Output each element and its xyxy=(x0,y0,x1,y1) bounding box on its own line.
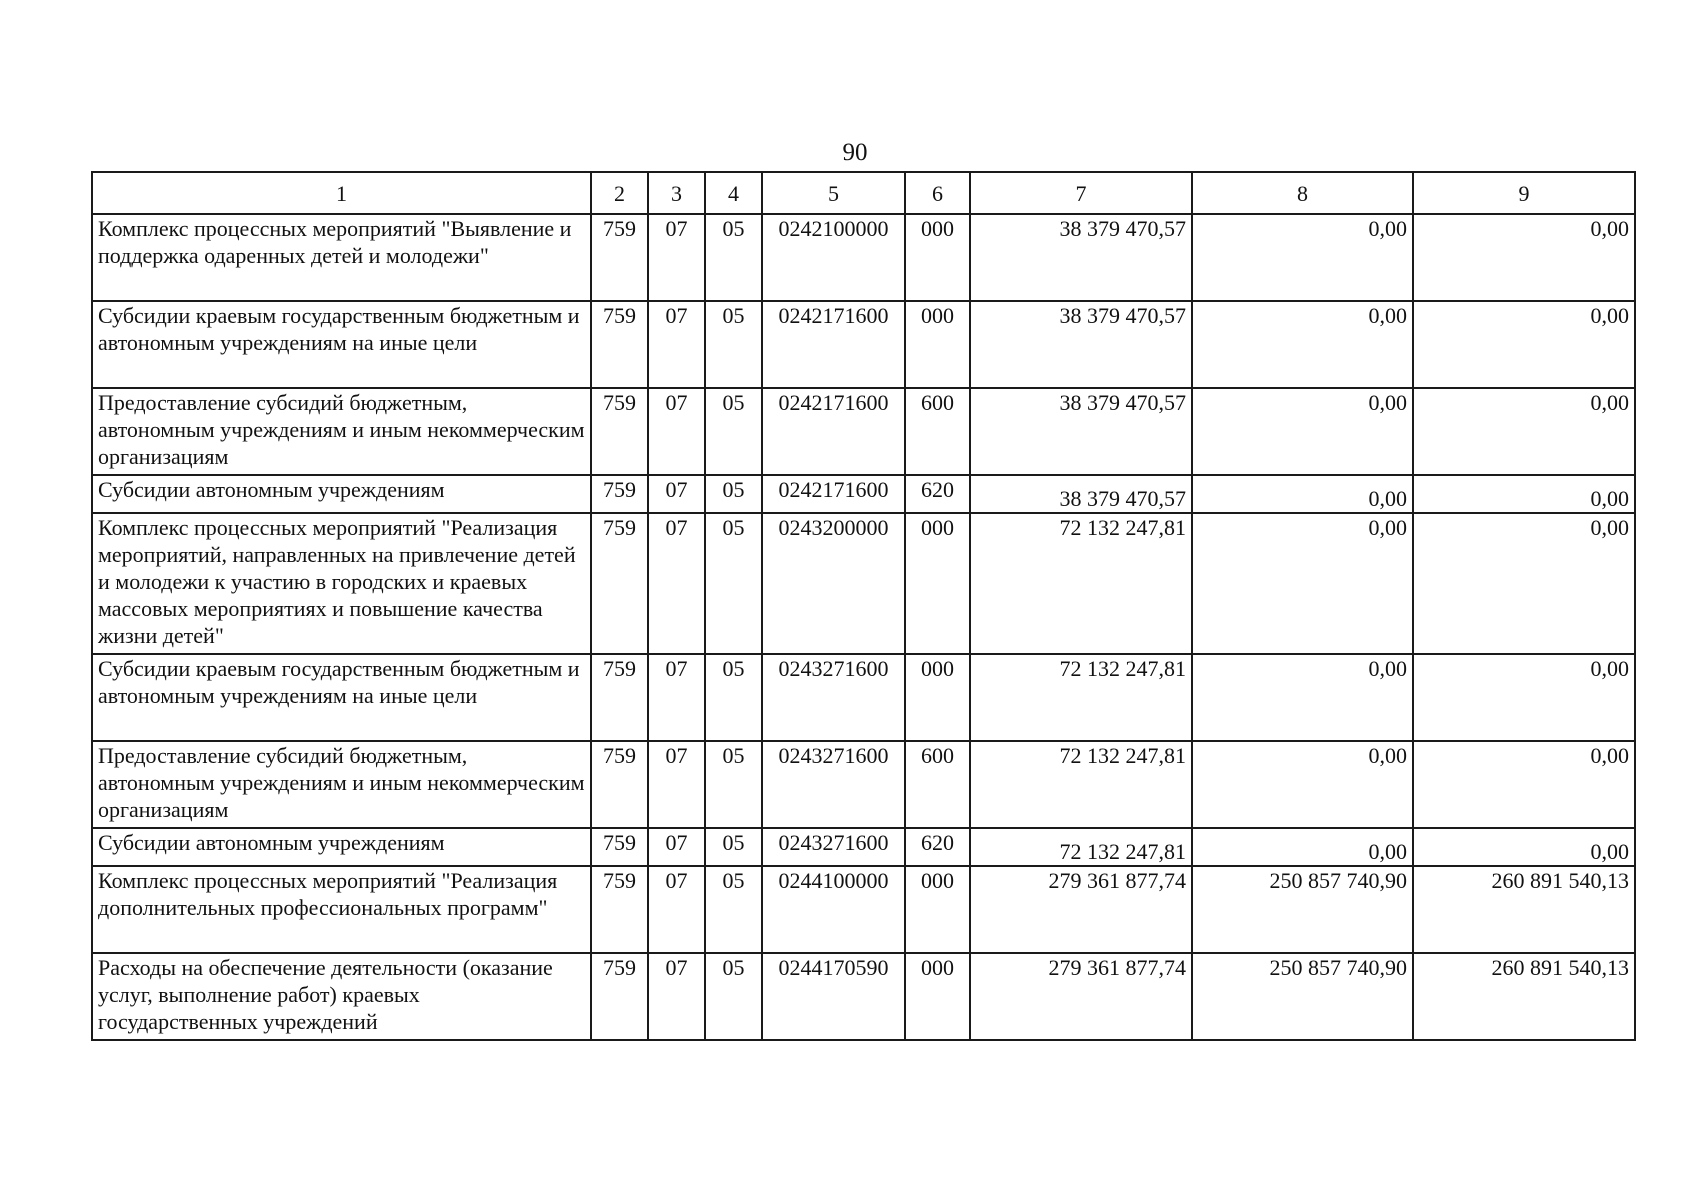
amount-col7-cell: 72 132 247,81 xyxy=(970,513,1192,654)
amount-col9-cell: 260 891 540,13 xyxy=(1413,866,1635,953)
row-name-cell: Комплекс процессных мероприятий "Выявление и поддержка одаренных детей и молодежи" xyxy=(92,214,591,301)
section-code-cell: 07 xyxy=(648,866,705,953)
target-article-cell: 0242171600 xyxy=(762,301,905,388)
target-article-cell: 0243271600 xyxy=(762,654,905,741)
row-name-cell: Предоставление субсидий бюджетным, автономным учреждениям и иным некоммерческим организациям xyxy=(92,388,591,475)
column-header: 2 xyxy=(591,172,648,214)
subsection-code-cell: 05 xyxy=(705,475,762,513)
section-code-cell: 07 xyxy=(648,741,705,828)
amount-col8-cell: 0,00 xyxy=(1192,654,1413,741)
section-code-cell: 07 xyxy=(648,953,705,1040)
admin-code-cell: 759 xyxy=(591,741,648,828)
amount-col8-cell: 0,00 xyxy=(1192,475,1413,513)
table-body xyxy=(92,214,1635,1040)
section-code-cell: 07 xyxy=(648,654,705,741)
table-row xyxy=(92,654,1635,741)
header-row xyxy=(92,172,1635,214)
column-header: 9 xyxy=(1413,172,1635,214)
amount-col9-cell: 0,00 xyxy=(1413,475,1635,513)
expense-type-cell: 000 xyxy=(905,513,970,654)
row-name-cell: Предоставление субсидий бюджетным, автономным учреждениям и иным некоммерческим организациям xyxy=(92,741,591,828)
target-article-cell: 0243271600 xyxy=(762,828,905,866)
row-name-cell: Комплекс процессных мероприятий "Реализация дополнительных профессиональных программ" xyxy=(92,866,591,953)
column-header: 4 xyxy=(705,172,762,214)
column-header: 8 xyxy=(1192,172,1413,214)
admin-code-cell: 759 xyxy=(591,654,648,741)
amount-col9-cell: 0,00 xyxy=(1413,513,1635,654)
subsection-code-cell: 05 xyxy=(705,654,762,741)
row-name-cell: Субсидии краевым государственным бюджетным и автономным учреждениям на иные цели xyxy=(92,654,591,741)
subsection-code-cell: 05 xyxy=(705,866,762,953)
target-article-cell: 0243271600 xyxy=(762,741,905,828)
expense-type-cell: 000 xyxy=(905,654,970,741)
table-row xyxy=(92,866,1635,953)
section-code-cell: 07 xyxy=(648,214,705,301)
admin-code-cell: 759 xyxy=(591,513,648,654)
column-header: 6 xyxy=(905,172,970,214)
amount-col9-cell: 260 891 540,13 xyxy=(1413,953,1635,1040)
table-row xyxy=(92,388,1635,475)
amount-col9-cell: 0,00 xyxy=(1413,214,1635,301)
admin-code-cell: 759 xyxy=(591,214,648,301)
section-code-cell: 07 xyxy=(648,388,705,475)
expense-type-cell: 000 xyxy=(905,214,970,301)
column-header: 3 xyxy=(648,172,705,214)
amount-col8-cell: 0,00 xyxy=(1192,741,1413,828)
target-article-cell: 0244170590 xyxy=(762,953,905,1040)
admin-code-cell: 759 xyxy=(591,953,648,1040)
target-article-cell: 0242171600 xyxy=(762,388,905,475)
row-name-cell: Субсидии автономным учреждениям xyxy=(92,475,591,513)
amount-col7-cell: 279 361 877,74 xyxy=(970,953,1192,1040)
subsection-code-cell: 05 xyxy=(705,741,762,828)
amount-col7-cell: 279 361 877,74 xyxy=(970,866,1192,953)
section-code-cell: 07 xyxy=(648,301,705,388)
amount-col7-cell: 72 132 247,81 xyxy=(970,741,1192,828)
amount-col8-cell: 0,00 xyxy=(1192,513,1413,654)
admin-code-cell: 759 xyxy=(591,828,648,866)
subsection-code-cell: 05 xyxy=(705,214,762,301)
table-row xyxy=(92,214,1635,301)
expense-type-cell: 600 xyxy=(905,388,970,475)
table-row xyxy=(92,828,1635,866)
table-row xyxy=(92,741,1635,828)
budget-table xyxy=(91,171,1636,1041)
row-name-cell: Субсидии автономным учреждениям xyxy=(92,828,591,866)
amount-col9-cell: 0,00 xyxy=(1413,741,1635,828)
amount-col8-cell: 250 857 740,90 xyxy=(1192,953,1413,1040)
amount-col8-cell: 0,00 xyxy=(1192,388,1413,475)
column-header: 5 xyxy=(762,172,905,214)
expense-type-cell: 000 xyxy=(905,866,970,953)
subsection-code-cell: 05 xyxy=(705,828,762,866)
amount-col7-cell: 72 132 247,81 xyxy=(970,654,1192,741)
subsection-code-cell: 05 xyxy=(705,513,762,654)
expense-type-cell: 000 xyxy=(905,953,970,1040)
table-row xyxy=(92,475,1635,513)
admin-code-cell: 759 xyxy=(591,866,648,953)
row-name-cell: Субсидии краевым государственным бюджетным и автономным учреждениям на иные цели xyxy=(92,301,591,388)
column-header: 7 xyxy=(970,172,1192,214)
amount-col8-cell: 0,00 xyxy=(1192,214,1413,301)
amount-col8-cell: 0,00 xyxy=(1192,828,1413,866)
amount-col9-cell: 0,00 xyxy=(1413,654,1635,741)
subsection-code-cell: 05 xyxy=(705,953,762,1040)
amount-col7-cell: 72 132 247,81 xyxy=(970,828,1192,866)
amount-col7-cell: 38 379 470,57 xyxy=(970,388,1192,475)
subsection-code-cell: 05 xyxy=(705,301,762,388)
page-number: 90 xyxy=(842,139,868,166)
expense-type-cell: 000 xyxy=(905,301,970,388)
target-article-cell: 0242171600 xyxy=(762,475,905,513)
table-row xyxy=(92,953,1635,1040)
admin-code-cell: 759 xyxy=(591,301,648,388)
amount-col7-cell: 38 379 470,57 xyxy=(970,475,1192,513)
target-article-cell: 0243200000 xyxy=(762,513,905,654)
admin-code-cell: 759 xyxy=(591,388,648,475)
expense-type-cell: 620 xyxy=(905,828,970,866)
amount-col7-cell: 38 379 470,57 xyxy=(970,301,1192,388)
column-header: 1 xyxy=(92,172,591,214)
amount-col7-cell: 38 379 470,57 xyxy=(970,214,1192,301)
section-code-cell: 07 xyxy=(648,828,705,866)
expense-type-cell: 620 xyxy=(905,475,970,513)
expense-type-cell: 600 xyxy=(905,741,970,828)
amount-col9-cell: 0,00 xyxy=(1413,388,1635,475)
amount-col9-cell: 0,00 xyxy=(1413,828,1635,866)
section-code-cell: 07 xyxy=(648,513,705,654)
table-row xyxy=(92,513,1635,654)
table-row xyxy=(92,301,1635,388)
amount-col8-cell: 250 857 740,90 xyxy=(1192,866,1413,953)
row-name-cell: Расходы на обеспечение деятельности (оказание услуг, выполнение работ) краевых государственных учреждений xyxy=(92,953,591,1040)
amount-col9-cell: 0,00 xyxy=(1413,301,1635,388)
section-code-cell: 07 xyxy=(648,475,705,513)
admin-code-cell: 759 xyxy=(591,475,648,513)
subsection-code-cell: 05 xyxy=(705,388,762,475)
target-article-cell: 0242100000 xyxy=(762,214,905,301)
row-name-cell: Комплекс процессных мероприятий "Реализация мероприятий, направленных на привлечение детей и молодежи к участию в городских и краевых массовых мероприятиях и повышение качества жизни детей" xyxy=(92,513,591,654)
target-article-cell: 0244100000 xyxy=(762,866,905,953)
amount-col8-cell: 0,00 xyxy=(1192,301,1413,388)
